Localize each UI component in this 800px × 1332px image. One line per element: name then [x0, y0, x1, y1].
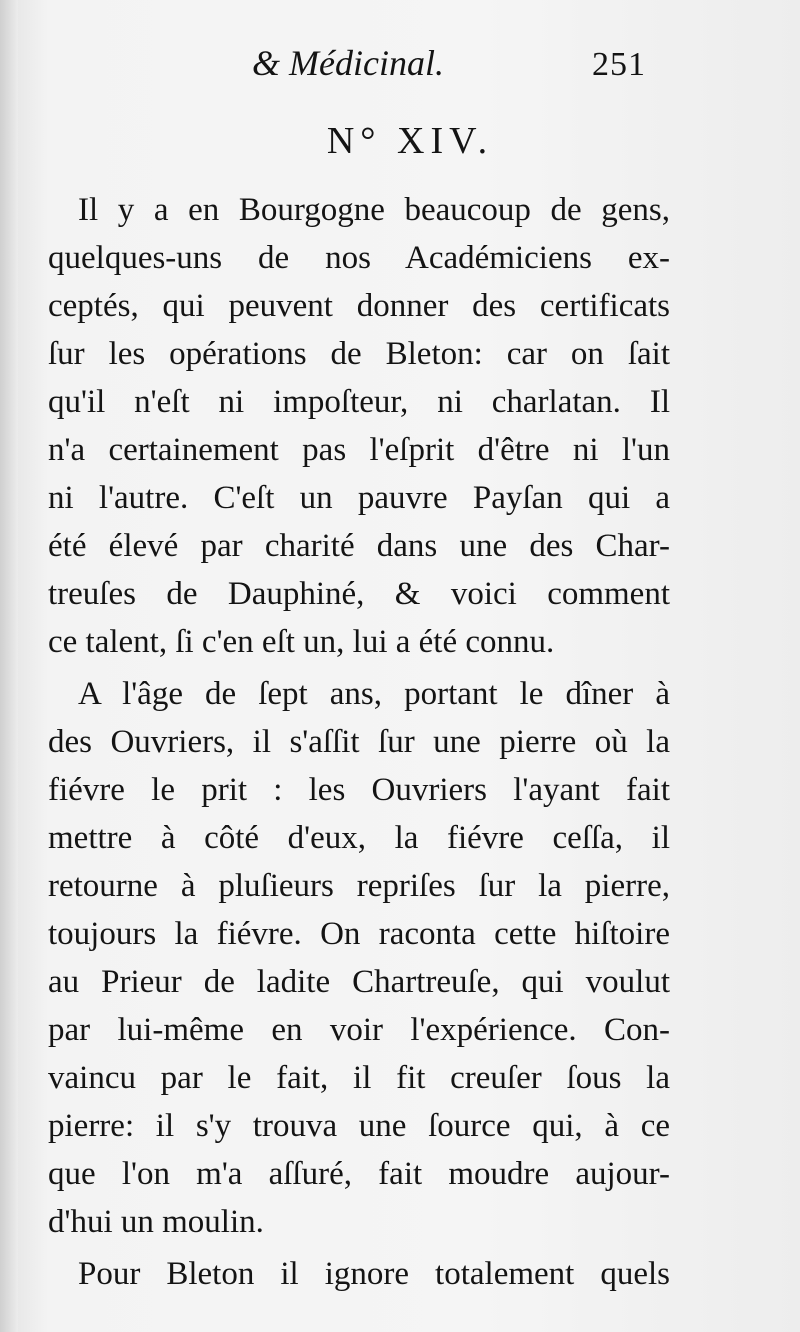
text-line: vaincu par le fait, il fit creuſer ſous la [48, 1060, 670, 1096]
text-line: ni l'autre. C'eſt un pauvre Payſan qui a [48, 480, 670, 516]
section-heading: N° XIV. [326, 120, 494, 162]
text-line: quelques-uns de nos Académiciens ex- [48, 240, 670, 276]
text-line: A l'âge de ſept ans, portant le dîner à [78, 676, 670, 712]
text-line: été élevé par charité dans une des Char- [48, 528, 670, 564]
paragraph [48, 1250, 670, 1298]
text-line: par lui-même en voir l'expérience. Con- [48, 1012, 670, 1048]
text-line: que l'on m'a aſſuré, fait moudre aujour- [48, 1156, 670, 1192]
text-line: fiévre le prit : les Ouvriers l'ayant fait [48, 772, 670, 808]
text-line: ceptés, qui peuvent donner des certificats [48, 288, 670, 324]
text-line: qu'il n'eſt ni impoſteur, ni charlatan. Il [48, 384, 670, 420]
text-line: ce talent, ſi c'en eſt un, lui a été connu. [48, 624, 555, 660]
text-line: des Ouvriers, il s'aſſit ſur une pierre où la [48, 724, 670, 760]
running-header [0, 38, 800, 88]
text-line: Il y a en Bourgogne beaucoup de gens, [78, 192, 670, 228]
text-line: Pour Bleton il ignore totalement quels [78, 1256, 670, 1292]
running-title: & Médicinal. [252, 43, 444, 83]
text-line: treuſes de Dauphiné, & voici comment [48, 576, 670, 612]
text-line: mettre à côté d'eux, la fiévre ceſſa, il [48, 820, 670, 856]
paragraph [48, 670, 670, 1246]
page-gutter [0, 0, 18, 1332]
paragraph [48, 186, 670, 666]
page-number: 251 [592, 46, 646, 83]
text-line: pierre: il s'y trouva une ſource qui, à ce [48, 1108, 670, 1144]
body-text [48, 186, 670, 1298]
text-line: ſur les opérations de Bleton: car on ſait [48, 336, 670, 372]
text-line: retourne à pluſieurs repriſes ſur la pierre, [48, 868, 670, 904]
text-line: toujours la fiévre. On raconta cette hiſtoire [48, 916, 670, 952]
text-line: n'a certainement pas l'eſprit d'être ni l'un [48, 432, 670, 468]
text-line: au Prieur de ladite Chartreuſe, qui voulut [48, 964, 670, 1000]
text-line: d'hui un moulin. [48, 1204, 264, 1240]
